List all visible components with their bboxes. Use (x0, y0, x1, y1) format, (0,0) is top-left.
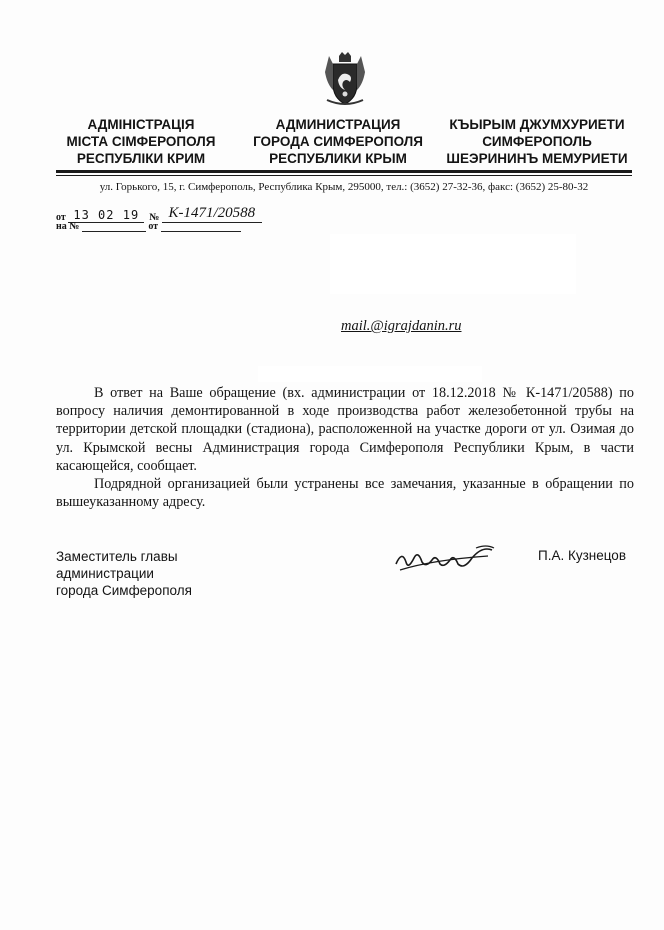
on-number-label: на № (56, 221, 80, 232)
signatory-title (56, 548, 192, 599)
recipient-email: mail.@igrajdanin.ru (341, 318, 462, 334)
letterhead-address: ул. Горького, 15, г. Симферополь, Республика Крым, 295000, тел.: (3652) 27-32-36, факс: (3652) 25-80-32 (99, 181, 589, 193)
from-label: от (56, 212, 66, 223)
header-ukrainian (56, 116, 226, 167)
crimea-coat-of-arms-icon (319, 50, 371, 108)
header-crh-line-2: СИМФЕРОПОЛЬ (482, 134, 592, 149)
header-rule-thin (56, 175, 632, 176)
on-number-blank (82, 221, 146, 232)
header-crh-line-3: ШЕЭРИНИНЪ МЕМУРИЕТИ (446, 151, 628, 166)
body-paragraph-2: Подрядной организацией были устранены все замечания, указанные в обращении по вышеуказанному адресу. (56, 476, 634, 511)
header-ukr-line-1: АДМІНІСТРАЦІЯ (87, 117, 195, 132)
on-from-blank (161, 221, 241, 232)
signatory-title-line-1: Заместитель главы (56, 549, 178, 564)
body-paragraph-1: В ответ на Ваше обращение (вх. администрации от 18.12.2018 № К-1471/20588) по вопросу наличия демонтированной в ходе производства работ железобетонной трубы на территории детской площадки (стадиона), расположенной на участке дороги от ул. Озимая до ул. Крымской весны Администрация города Симферополя Республики Крым, в части касающейся, сообщает. (56, 385, 634, 474)
signatory-name: П.А. Кузнецов (538, 548, 626, 563)
letter-number: К-1471/20588 (162, 205, 262, 223)
signatory-title-line-2: администрации (56, 566, 154, 581)
letter-date: 13 02 19 (68, 208, 144, 223)
letter-body (56, 384, 634, 511)
incoming-reference (56, 221, 241, 232)
header-crimean-tatar (442, 116, 632, 167)
header-rule-thick (56, 170, 632, 173)
header-rus-line-1: АДМИНИСТРАЦИЯ (275, 117, 401, 132)
header-rus-line-3: РЕСПУБЛИКИ КРЫМ (269, 151, 407, 166)
handwritten-signature (392, 540, 498, 578)
header-russian (238, 116, 438, 167)
header-crh-line-1: КЪЫРЫМ ДЖУМХУРИЕТИ (449, 117, 625, 132)
number-label: № (149, 212, 160, 223)
redacted-recipient-block (330, 234, 576, 294)
signatory-title-line-3: города Симферополя (56, 583, 192, 598)
header-ukr-line-2: МІСТА СІМФЕРОПОЛЯ (66, 134, 216, 149)
redacted-salutation (258, 366, 482, 382)
on-from-label: от (148, 221, 159, 232)
header-ukr-line-3: РЕСПУБЛІКИ КРИМ (76, 151, 206, 166)
header-rus-line-2: ГОРОДА СИМФЕРОПОЛЯ (253, 134, 423, 149)
